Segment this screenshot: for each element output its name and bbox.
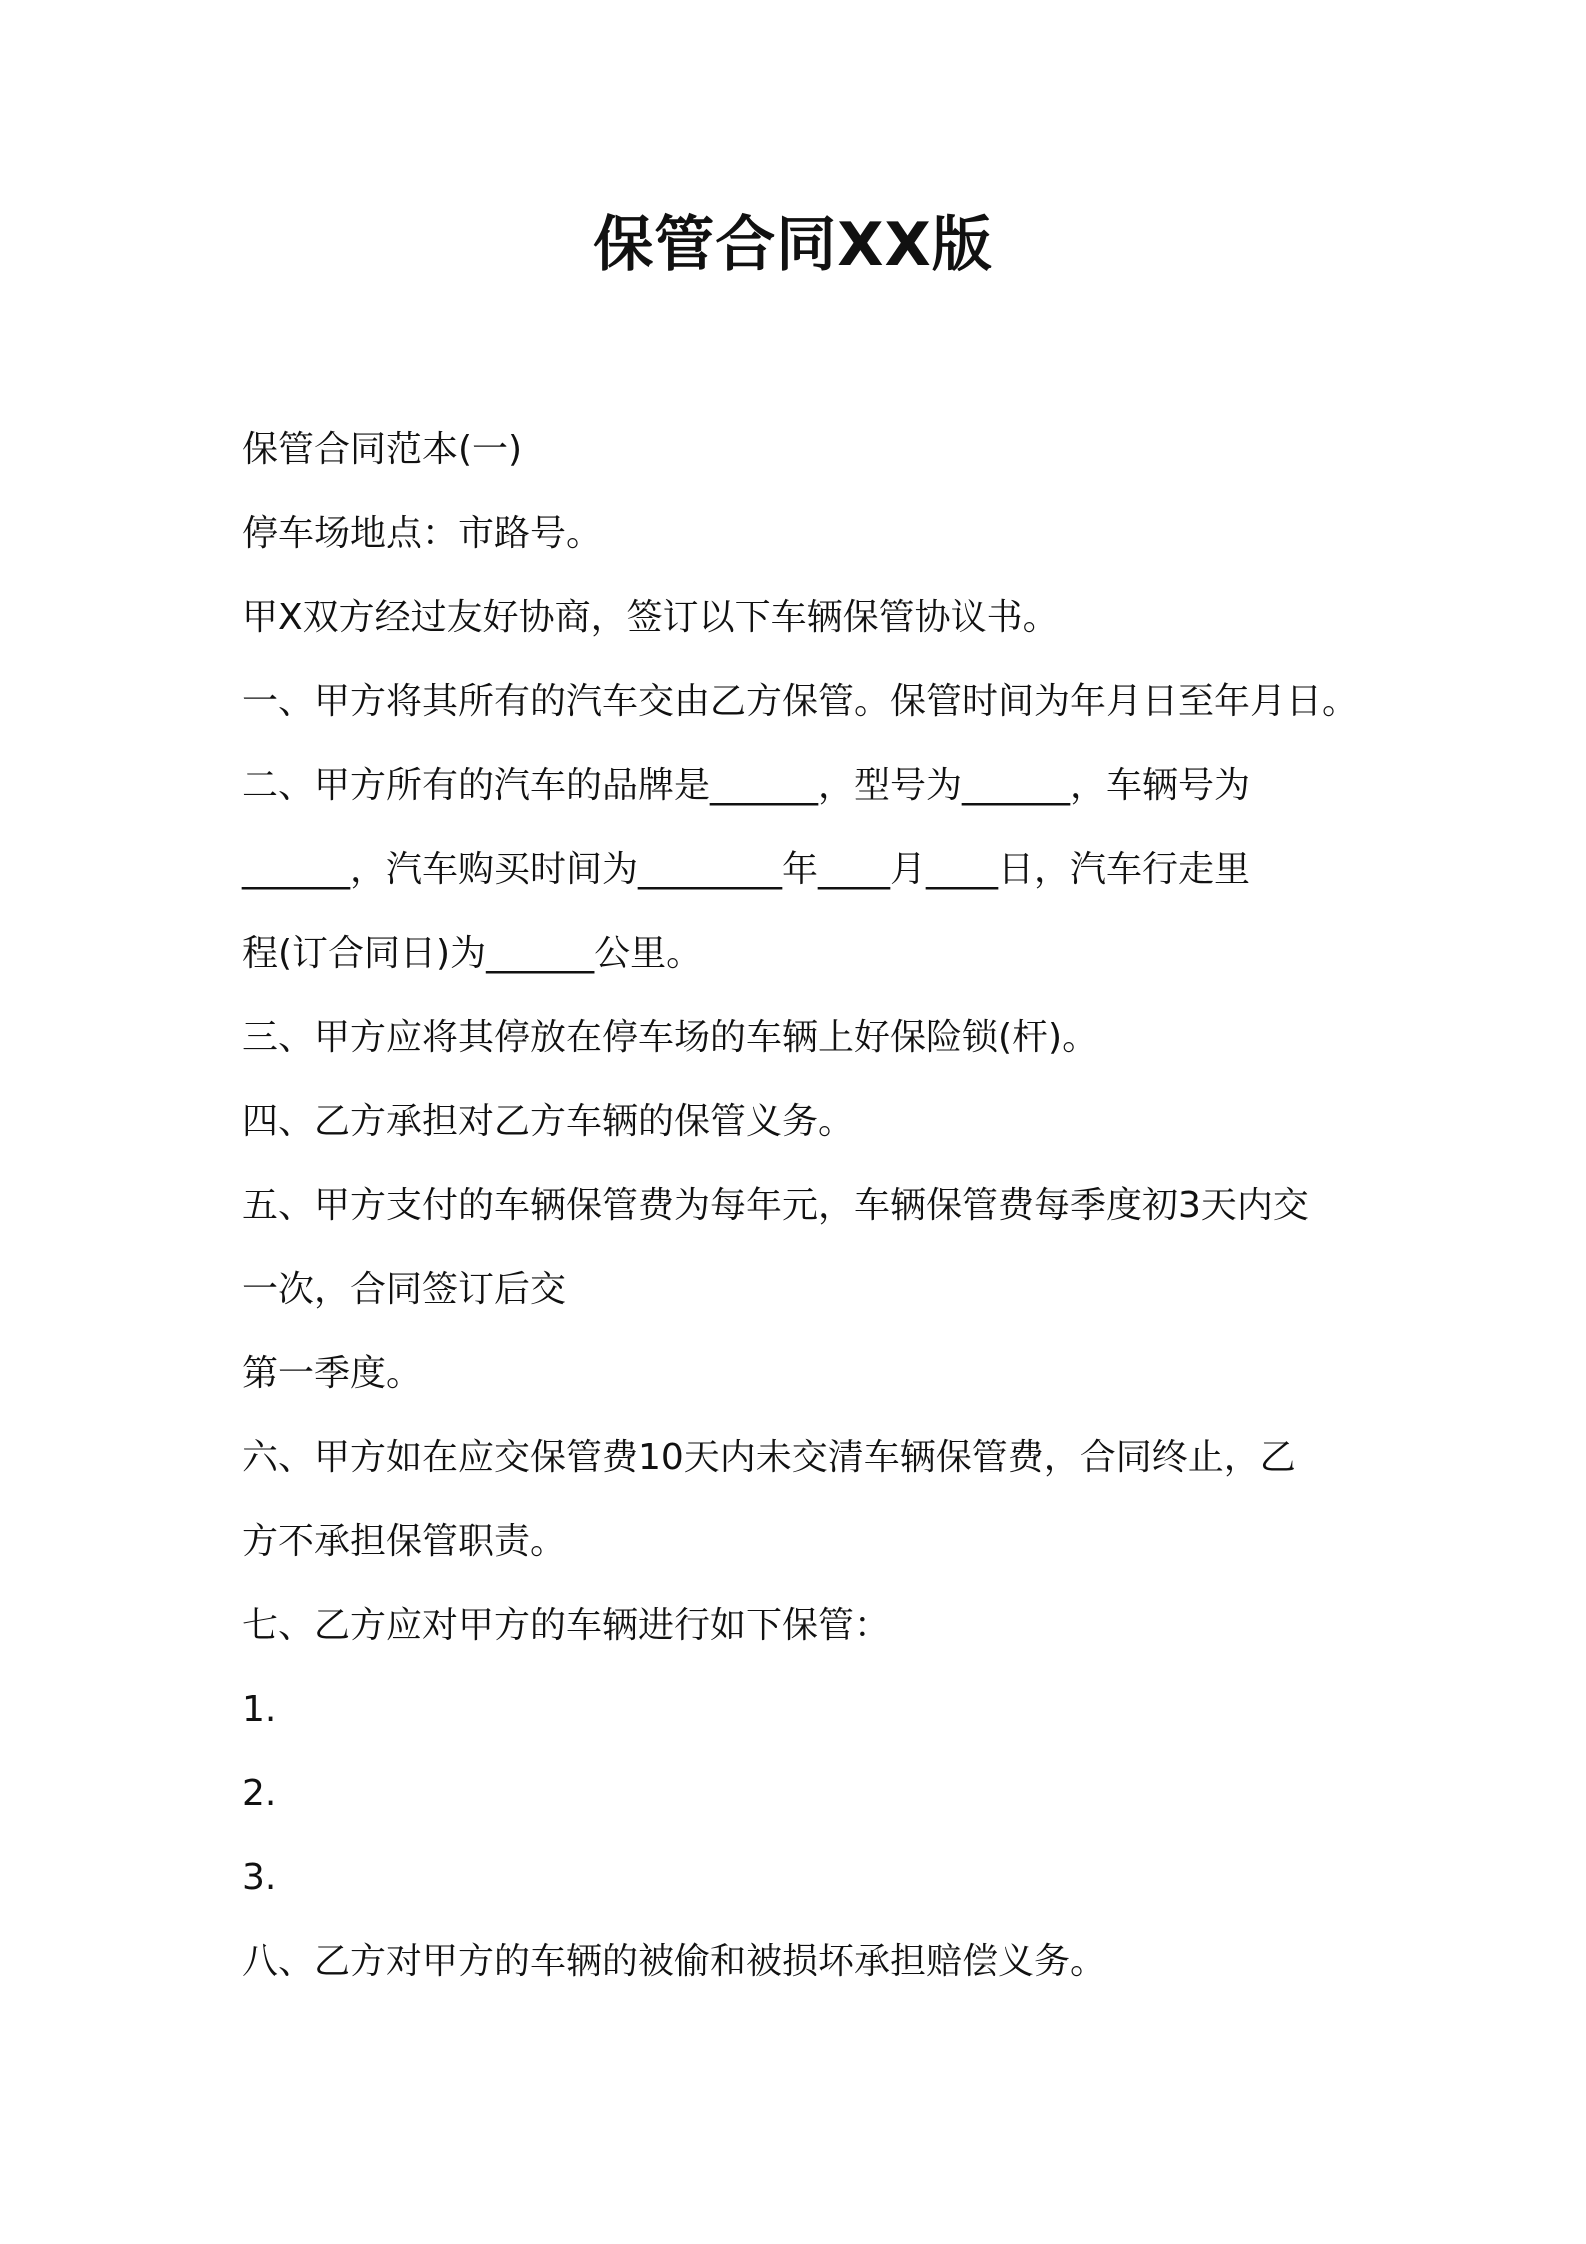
list-item-2: 2.: [242, 1773, 277, 1814]
document-title: 保管合同XX版: [593, 210, 993, 280]
paragraph-subtitle: 保管合同范本(一): [242, 429, 523, 470]
paragraph-clause-8: 八、乙方对甲方的车辆的被偷和被损坏承担赔偿义务。: [242, 1941, 1107, 1982]
paragraph-intro: 甲X双方经过友好协商，签订以下车辆保管协议书。: [242, 597, 1059, 638]
paragraph-clause-6-line-2: 方不承担保管职责。: [242, 1521, 567, 1562]
paragraph-clause-2-line-2: ______，汽车购买时间为________年____月____日，汽车行走里: [242, 849, 1251, 890]
paragraph-clause-6-line-1: 六、甲方如在应交保管费10天内未交清车辆保管费，合同终止，乙: [242, 1437, 1296, 1478]
paragraph-clause-4: 四、乙方承担对乙方车辆的保管义务。: [242, 1101, 855, 1142]
list-item-1: 1.: [242, 1689, 277, 1730]
paragraph-clause-5-line-3: 第一季度。: [242, 1353, 423, 1394]
paragraph-location: 停车场地点：市路号。: [242, 513, 603, 554]
paragraph-clause-7: 七、乙方应对甲方的车辆进行如下保管：: [242, 1605, 891, 1646]
paragraph-clause-3: 三、甲方应将其停放在停车场的车辆上好保险锁(杆)。: [242, 1017, 1099, 1058]
paragraph-clause-2-line-3: 程(订合同日)为______公里。: [242, 933, 703, 974]
document-body: [242, 408, 1362, 2004]
paragraph-clause-2-line-1: 二、甲方所有的汽车的品牌是______，型号为______，车辆号为: [242, 765, 1251, 806]
list-item-3: 3.: [242, 1857, 277, 1898]
paragraph-clause-5-line-1: 五、甲方支付的车辆保管费为每年元，车辆保管费每季度初3天内交: [242, 1185, 1309, 1226]
paragraph-clause-1: 一、甲方将其所有的汽车交由乙方保管。保管时间为年月日至年月日。: [242, 681, 1359, 722]
paragraph-clause-5-line-2: 一次，合同签订后交: [242, 1269, 567, 1310]
